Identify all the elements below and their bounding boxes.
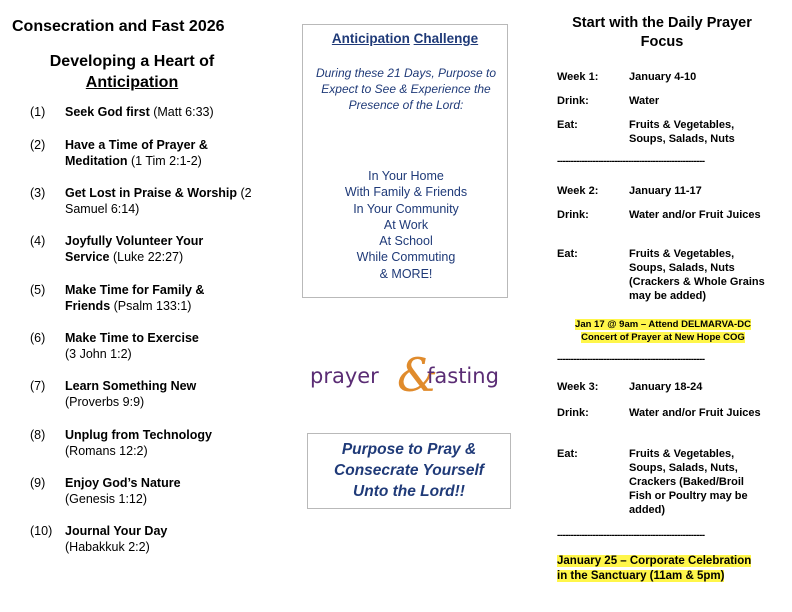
corporate-celebration-note xyxy=(557,554,772,584)
eat-value: Fruits & Vegetables, Soups, Salads, Nuts (Crackers & Whole Grains may be added) xyxy=(629,248,765,302)
item-number: (4) xyxy=(30,234,46,248)
item-number: (9) xyxy=(30,476,46,490)
purpose-line: Unto the Lord!! xyxy=(353,483,465,500)
purpose-line: Purpose to Pray & xyxy=(341,441,477,458)
item-title: Learn Something New xyxy=(65,379,197,393)
item-reference: (3 John 1:2) xyxy=(65,347,132,361)
note-line: Jan 17 @ 9am – Attend DELMARVA-DC xyxy=(575,319,751,330)
item-number: (3) xyxy=(30,186,46,200)
item-number: (2) xyxy=(30,138,46,152)
logo-ampersand: & xyxy=(397,348,438,402)
item-reference: (Proverbs 9:9) xyxy=(65,395,145,409)
drink-label: Drink: xyxy=(557,209,589,221)
purpose-line: Consecrate Yourself xyxy=(334,462,484,479)
divider: ------------------------------------------------------ xyxy=(557,354,705,365)
item-title: Seek God first xyxy=(65,105,150,119)
eat-label: Eat: xyxy=(557,119,578,131)
item-reference: (Matt 6:33) xyxy=(149,105,214,119)
heading-line-1: Developing a Heart of xyxy=(49,53,215,70)
item-title: Make Time for Family & Friends xyxy=(65,283,205,313)
item-number: (1) xyxy=(30,105,46,119)
places-list xyxy=(309,168,503,282)
logo-word-prayer: prayer xyxy=(310,364,379,388)
week-label: Week 2: xyxy=(557,185,599,197)
place-item: At School xyxy=(379,234,433,249)
celebration-line: in the Sanctuary (11am & 5pm) xyxy=(557,570,725,582)
item-number: (5) xyxy=(30,283,46,297)
drink-label: Drink: xyxy=(557,407,589,419)
challenge-title-word-2: Challenge xyxy=(413,31,479,46)
item-reference: (2 Samuel 6:14) xyxy=(65,186,252,216)
item-title: Enjoy God’s Nature xyxy=(65,476,181,490)
note-line: Concert of Prayer at New Hope COG xyxy=(581,332,745,343)
section-heading xyxy=(12,51,252,93)
prayer-focus-title: Start with the Daily Prayer Focus xyxy=(572,15,752,50)
item-reference: (1 Tim 2:1-2) xyxy=(127,154,202,168)
heading-line-2: Anticipation xyxy=(85,74,179,91)
place-item: While Commuting xyxy=(356,250,456,265)
week-dates: January 11-17 xyxy=(629,185,702,197)
divider: ------------------------------------------------------ xyxy=(557,156,705,167)
item-number: (7) xyxy=(30,379,46,393)
week-dates: January 18-24 xyxy=(629,381,703,393)
item-title: Journal Your Day xyxy=(65,524,168,538)
eat-label: Eat: xyxy=(557,248,578,260)
drink-value: Water and/or Fruit Juices xyxy=(629,209,761,221)
item-title: Unplug from Technology xyxy=(65,428,212,442)
drink-label: Drink: xyxy=(557,95,589,107)
eat-label: Eat: xyxy=(557,448,578,460)
challenge-title-word-1: Anticipation xyxy=(331,31,410,46)
item-number: (10) xyxy=(30,524,53,538)
purpose-box xyxy=(307,433,511,509)
challenge-description: During these 21 Days, Purpose to Expect to See & Experience the Presence of the Lord: xyxy=(315,66,497,112)
drink-value: Water xyxy=(629,95,660,107)
place-item: & MORE! xyxy=(379,266,433,281)
item-title: Have a Time of Prayer & Meditation xyxy=(65,138,208,168)
eat-value: Fruits & Vegetables, Soups, Salads, Nuts, Crackers (Baked/Broil Fish or Poultry may be added) xyxy=(629,448,748,516)
anticipation-challenge-box xyxy=(302,24,508,298)
item-number: (6) xyxy=(30,331,46,345)
week-dates: January 4-10 xyxy=(629,71,697,83)
item-reference: (Psalm 133:1) xyxy=(110,299,192,313)
purpose-text xyxy=(308,439,510,502)
item-reference: (Habakkuk 2:2) xyxy=(65,540,150,554)
celebration-line: January 25 – Corporate Celebration xyxy=(557,555,752,567)
item-reference: (Genesis 1:12) xyxy=(65,492,147,506)
prayer-fasting-logo xyxy=(310,348,500,402)
logo-word-fasting: fasting xyxy=(427,364,499,388)
place-item: In Your Community xyxy=(353,201,459,216)
item-reference: (Romans 12:2) xyxy=(65,444,148,458)
item-number: (8) xyxy=(30,428,46,442)
item-title: Joyfully Volunteer Your Service xyxy=(65,234,204,264)
item-title: Make Time to Exercise xyxy=(65,331,199,345)
eat-value: Fruits & Vegetables, Soups, Salads, Nuts xyxy=(629,119,735,145)
document-title: Consecration and Fast 2026 xyxy=(12,18,225,35)
divider: ------------------------------------------------------ xyxy=(557,530,705,541)
week-label: Week 1: xyxy=(557,71,599,83)
week-label: Week 3: xyxy=(557,381,599,393)
item-title: Get Lost in Praise & Worship xyxy=(65,186,238,200)
item-reference: (Luke 22:27) xyxy=(109,250,184,264)
place-item: In Your Home xyxy=(368,169,444,183)
concert-of-prayer-note xyxy=(568,318,758,344)
place-item: At Work xyxy=(383,217,429,232)
place-item: With Family & Friends xyxy=(344,185,468,200)
challenge-title xyxy=(303,31,507,46)
drink-value: Water and/or Fruit Juices xyxy=(629,407,761,419)
